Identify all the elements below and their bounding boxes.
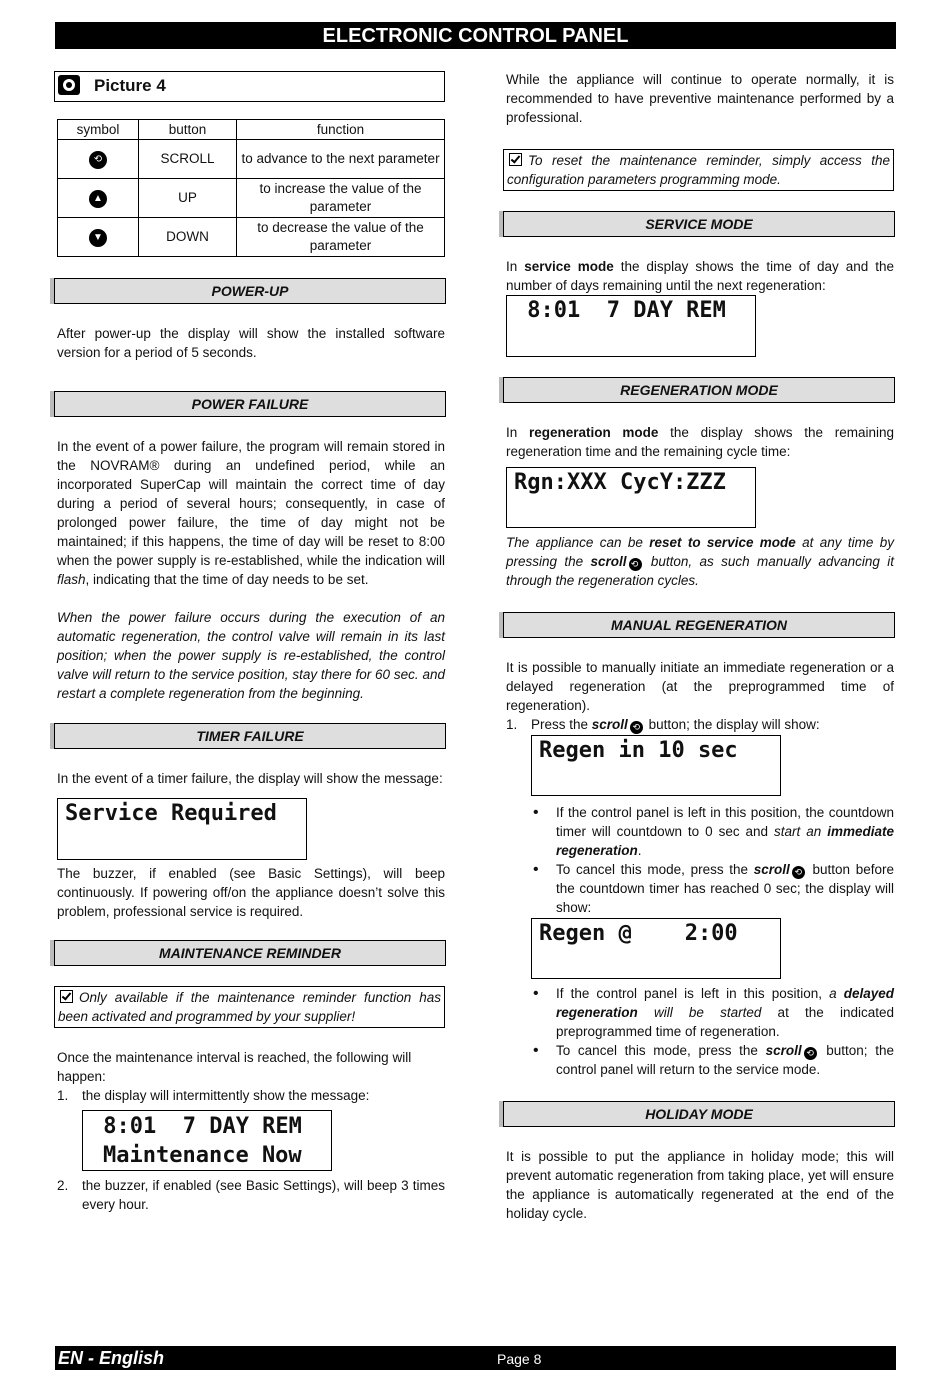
note-text: To reset the maintenance reminder, simply access the configuration parameters programming mode. <box>507 153 890 187</box>
table-header-row <box>58 120 445 140</box>
checkbox-icon <box>60 990 73 1003</box>
section-heading-power-failure: POWER FAILURE <box>54 391 446 417</box>
section-heading-timer-failure: TIMER FAILURE <box>54 723 446 749</box>
text-run: the display shows the time of day and the number of days remaining until the next regeneration: <box>506 259 894 293</box>
table-cell: to advance to the next parameter <box>237 140 445 179</box>
scroll-icon: ⟲ <box>89 151 107 169</box>
list-text: the buzzer, if enabled (see Basic Settings), will beep 3 times every hour. <box>82 1178 445 1212</box>
table-cell <box>58 218 139 257</box>
text-run-italic: flash <box>57 572 86 587</box>
list-item <box>57 1086 445 1105</box>
text-run-bold: service mode <box>524 259 614 274</box>
display-regeneration-mode: Rgn:XXX CycY:ZZZ <box>506 467 756 528</box>
list-number: 1. <box>57 1088 69 1103</box>
text-run: To cancel this mode, press the <box>556 1043 766 1058</box>
text-run: To cancel this mode, press the <box>556 862 754 877</box>
maintenance-text: Once the maintenance interval is reached, the following will happen: <box>57 1050 412 1084</box>
page-header <box>55 22 896 49</box>
text-run-bold: scroll <box>765 1043 802 1058</box>
service-mode-text <box>506 257 894 295</box>
table-row <box>58 179 445 218</box>
list-text: the display will intermittently show the message: <box>82 1088 370 1103</box>
text-run: In <box>506 259 525 274</box>
picture-label: Picture 4 <box>94 76 166 95</box>
text-run: button; the control panel will return to the service mode. <box>556 1043 894 1077</box>
footer-page-number: Page 8 <box>497 1351 542 1367</box>
button-table <box>57 119 445 257</box>
text-run: In <box>506 425 529 440</box>
table-cell: to increase the value of the parameter <box>237 179 445 218</box>
scroll-icon: ⟲ <box>792 866 805 879</box>
display-regen-at-time: Regen @ 2:00 <box>531 918 781 979</box>
text-run: The appliance can be <box>506 535 650 550</box>
maintenance-intro-text: While the appliance will continue to operate normally, it is recommended to have preventive maintenance performed by a professional. <box>506 72 894 125</box>
section-heading-power-up: POWER-UP <box>54 278 446 304</box>
display-line: Maintenance Now <box>103 1143 302 1168</box>
display-line: 8:01 7 DAY REM <box>90 1114 302 1139</box>
scroll-icon: ⟲ <box>630 721 643 734</box>
power-up-text: After power-up the display will show the installed software version for a period of 5 seconds. <box>57 326 445 360</box>
text-run-bold: scroll <box>591 717 628 732</box>
list-number: 1. <box>506 717 518 732</box>
header-title: ELECTRONIC CONTROL PANEL <box>322 25 629 47</box>
footer-language: EN - English <box>58 1348 165 1368</box>
table-cell: UP <box>139 179 237 218</box>
regeneration-mode-note <box>506 533 894 590</box>
manual-regeneration-text: It is possible to manually initiate an immediate regeneration or a delayed regeneration (at the preprogrammed time of regeneration). <box>506 660 894 713</box>
holiday-mode-text: It is possible to put the appliance in holiday mode; this will prevent automatic regeneration from taking place, yet will ensure the appliance is automatically regenerated at the end of the holiday cycle. <box>506 1149 894 1221</box>
display-service-required: Service Required <box>57 798 307 860</box>
list-item <box>531 803 894 860</box>
text-run: , indicating that the time of day needs to be set. <box>85 572 369 587</box>
table-header: button <box>139 120 237 140</box>
text-run: . <box>637 843 642 858</box>
scroll-icon: ⟲ <box>629 558 642 571</box>
text-run: button; the display will show: <box>644 717 820 732</box>
section-heading-regeneration-mode: REGENERATION MODE <box>503 377 895 403</box>
checkbox-icon <box>509 153 522 166</box>
section-heading-maintenance-reminder: MAINTENANCE REMINDER <box>54 940 446 966</box>
text-run: button, as such manually advancing it through the regeneration cycles. <box>506 554 895 588</box>
table-cell <box>58 179 139 218</box>
display-service-mode: 8:01 7 DAY REM <box>506 295 756 357</box>
text-run-bold: delayed regeneration <box>556 986 894 1020</box>
scroll-icon: ⟲ <box>804 1047 817 1060</box>
list-item <box>531 984 894 1041</box>
table-cell <box>58 140 139 179</box>
page-footer <box>55 1346 896 1370</box>
text-run: button before the countdown timer has reached 0 sec; the display will show: <box>556 862 894 915</box>
timer-failure-text-2: The buzzer, if enabled (see Basic Settings), will beep continuously. If powering off/on the appliance doesn’t solve this problem, professional service is required. <box>57 866 445 919</box>
section-heading-holiday-mode: HOLIDAY MODE <box>503 1101 895 1127</box>
power-failure-note: When the power failure occurs during the execution of an automatic regeneration, the control valve will remain in its last position; when the power supply is re-established, the control valve will return to the service position, stay there for 60 sec. and restart a complete regeneration from the beginning. <box>57 610 445 701</box>
power-failure-text <box>57 437 445 589</box>
text-run-italic: a <box>829 986 844 1001</box>
text-run: If the control panel is left in this position, <box>556 986 830 1001</box>
text-run: at any time by pressing the <box>506 535 894 569</box>
up-icon: ▲ <box>89 190 107 208</box>
text-run-italic: start an <box>774 824 828 839</box>
text-run-bold: reset to service mode <box>649 535 796 550</box>
table-header: function <box>237 120 445 140</box>
text-run: Press the <box>531 717 592 732</box>
left-column <box>57 60 445 1214</box>
list-item <box>506 715 894 734</box>
display-maintenance <box>82 1110 332 1171</box>
section-heading-service-mode: SERVICE MODE <box>503 211 895 237</box>
text-run: the display shows the remaining regeneration time and the remaining cycle time: <box>506 425 894 459</box>
table-cell: SCROLL <box>139 140 237 179</box>
picture-caption <box>54 71 445 102</box>
timer-failure-text: In the event of a timer failure, the display will show the message: <box>57 771 443 786</box>
table-row <box>58 218 445 257</box>
text-run: If the control panel is left in this position, the countdown timer will countdown to 0 sec and <box>556 805 894 839</box>
text-run-italic: will be started <box>637 1005 762 1020</box>
text-run-bold: regeneration mode <box>528 425 659 440</box>
text-run: In the event of a power failure, the program will remain stored in the NOVRAM® during an undefined period, while an incorporated SuperCap will maintain the correct time of day during a period of several hours; consequently, in case of prolonged power failure, the time of day might not be maintained; if this happens, the time of day will be reset to 8:00 when the power supply is re-established, while the indication will <box>57 439 445 568</box>
table-cell: to decrease the value of the parameter <box>237 218 445 257</box>
reset-note <box>503 149 894 191</box>
text-run: at the indicated preprogrammed time of regeneration. <box>556 1005 894 1039</box>
camera-icon <box>58 75 80 95</box>
right-column <box>506 60 894 1223</box>
list-number: 2. <box>57 1178 69 1193</box>
list-item <box>57 1176 445 1214</box>
list-item <box>531 1041 894 1079</box>
regeneration-mode-text <box>506 423 894 461</box>
text-run-bold: scroll <box>753 862 790 877</box>
table-row <box>58 140 445 179</box>
table-cell: DOWN <box>139 218 237 257</box>
list-item <box>531 860 894 917</box>
table-header: symbol <box>58 120 139 140</box>
section-heading-manual-regeneration: MANUAL REGENERATION <box>503 612 895 638</box>
text-run-bold: scroll <box>590 554 627 569</box>
note-text: Only available if the maintenance reminder function has been activated and programmed by your supplier! <box>58 990 441 1024</box>
maintenance-note <box>54 986 445 1028</box>
text-run-bold: immediate regeneration <box>556 824 894 858</box>
display-regen-in-10-sec: Regen in 10 sec <box>531 735 781 796</box>
down-icon: ▼ <box>89 229 107 247</box>
